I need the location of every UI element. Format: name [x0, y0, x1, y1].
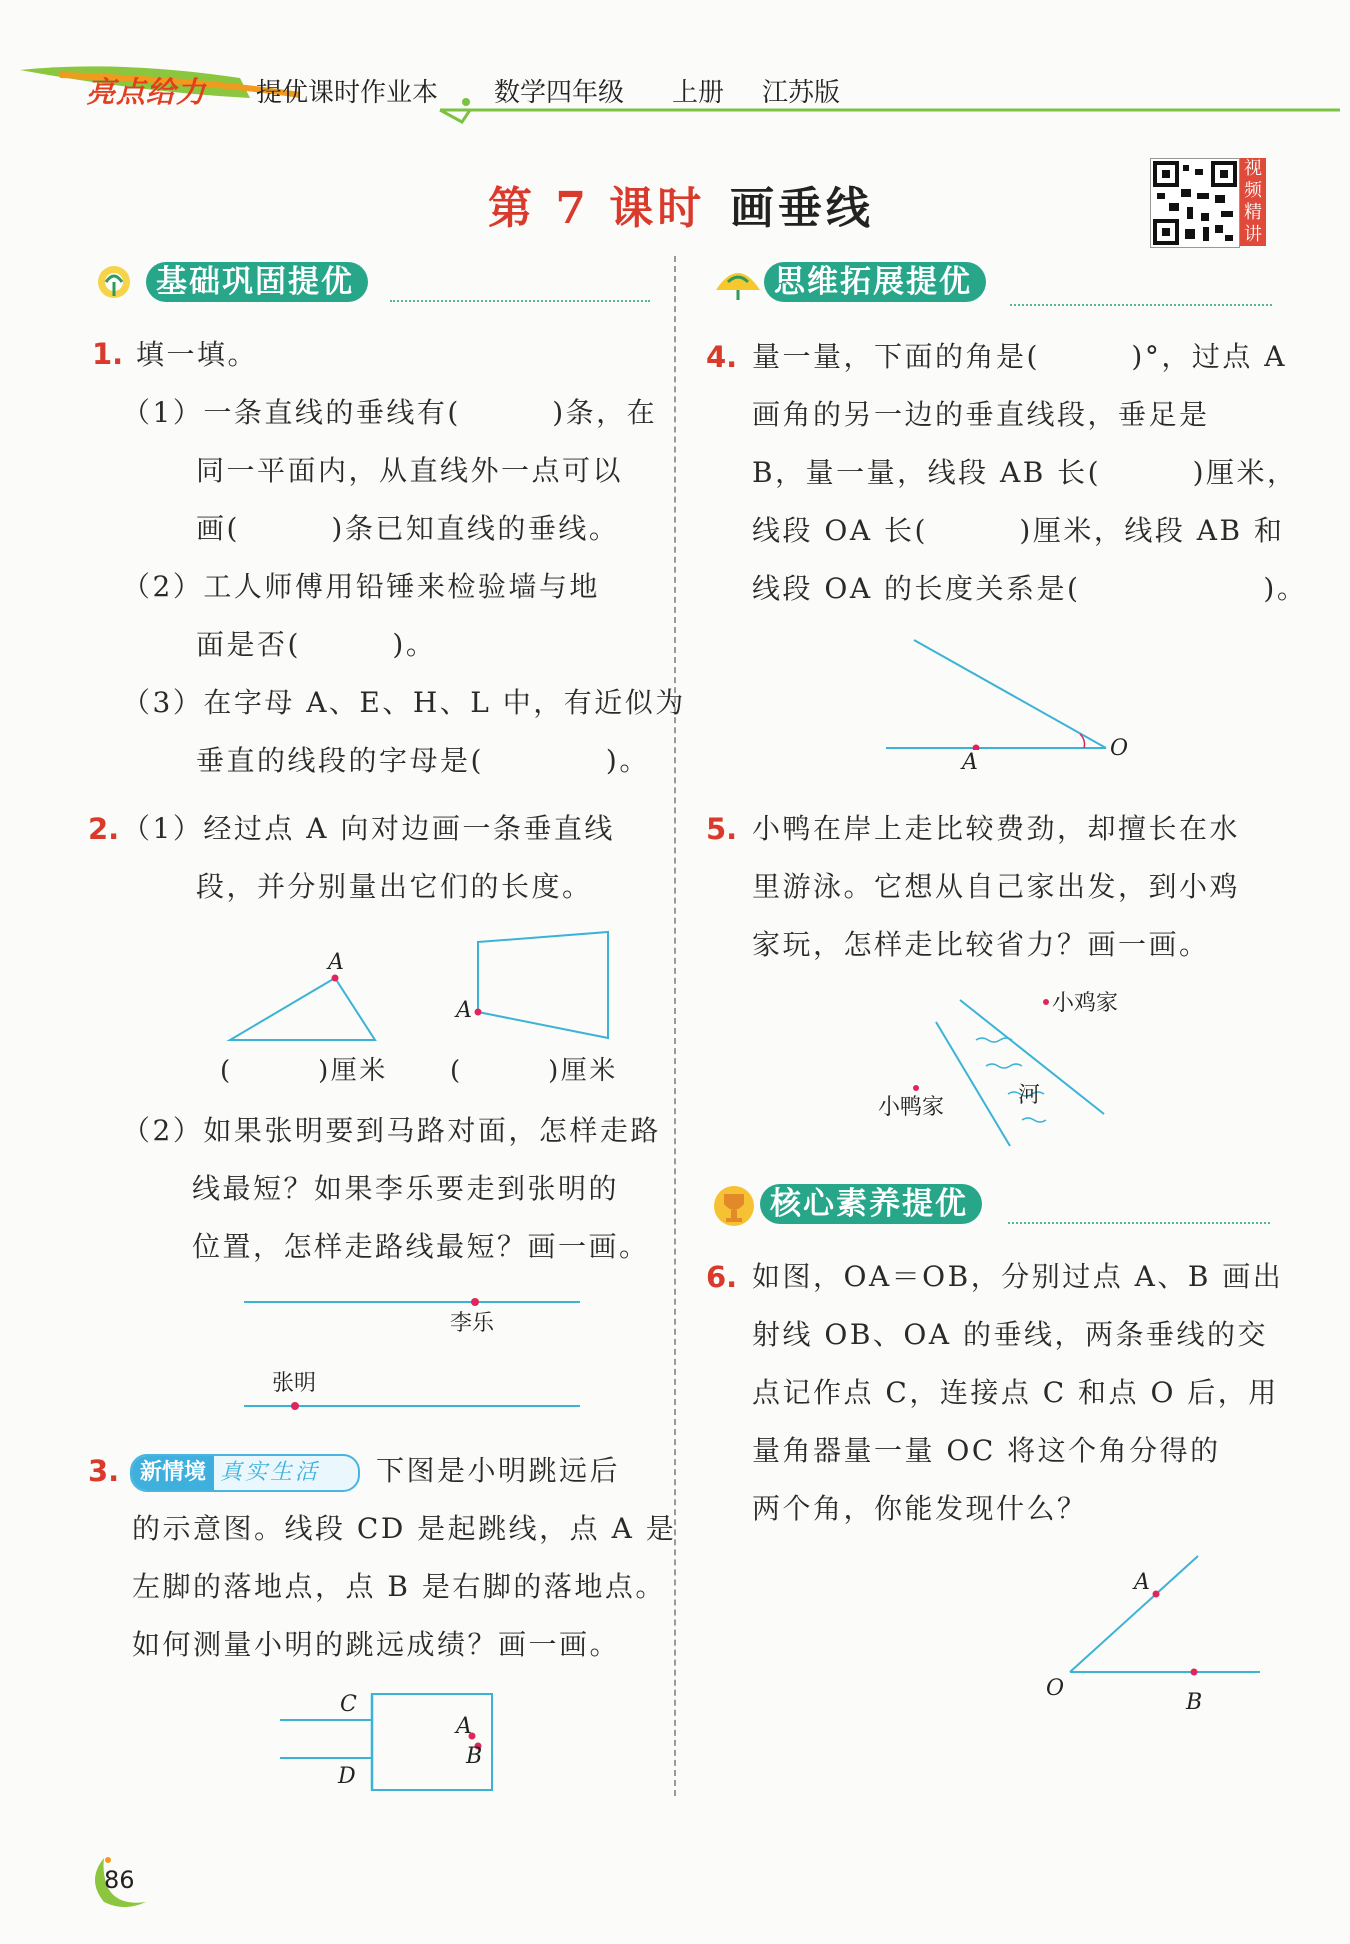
q5-line3: 家玩，怎样走比较省力？画一画。 — [752, 928, 1210, 961]
q1-title: 填一填。 — [136, 338, 259, 371]
qr-caption: 视频精讲 — [1240, 158, 1266, 246]
q6-line5: 两个角，你能发现什么？ — [752, 1492, 1088, 1525]
q6-line1: 如图，OA＝OB，分别过点 A、B 画出 — [752, 1260, 1284, 1293]
q1-line7: 垂直的线段的字母是( )。 — [196, 744, 650, 777]
q6-point-b-label: B — [1186, 1690, 1203, 1715]
q2-line4: 线最短？如果李乐要走到张明的 — [192, 1172, 620, 1205]
lesson-topic: 画垂线 — [730, 183, 874, 234]
q1-line5: 面是否( )。 — [196, 628, 437, 661]
point-d-label: D — [338, 1764, 356, 1789]
section-basic-divider — [390, 300, 650, 302]
lesson-number: 第 7 课时 — [488, 183, 706, 234]
q2-line1: （1）经过点 A 向对边画一条垂直线 — [122, 812, 615, 845]
q2-line5: 位置，怎样走路线最短？画一画。 — [192, 1230, 650, 1263]
section-core-header: 核心素养提优 — [760, 1184, 982, 1224]
person-zhangming-label: 张明 — [272, 1371, 317, 1396]
edition-label: 江苏版 — [762, 78, 841, 108]
triangle-point-a-label: A — [328, 950, 344, 975]
river-label: 河 — [1018, 1083, 1041, 1108]
sand-pit — [372, 1694, 492, 1790]
q3-tag-real: 真实生活 — [220, 1460, 321, 1485]
point-c-label: C — [340, 1692, 357, 1717]
q2-number: 2. — [88, 812, 120, 846]
subject-label: 数学四年级 — [494, 78, 625, 108]
q6-line2: 射线 OB、OA 的垂线，两条垂线的交 — [752, 1318, 1269, 1351]
q4-line5: 线段 OA 的长度关系是( )。 — [752, 572, 1308, 605]
q2-line2: 段，并分别量出它们的长度。 — [196, 870, 593, 903]
q3-number: 3. — [88, 1454, 120, 1488]
q4-point-a-label: A — [962, 750, 978, 775]
q1-line6: （3）在字母 A、E、H、L 中，有近似为 — [122, 686, 686, 719]
column-divider — [674, 256, 676, 1796]
page-number: 86 — [104, 1866, 135, 1894]
q1-number: 1. — [92, 337, 124, 371]
q5-line2: 里游泳。它想从自己家出发，到小鸡 — [752, 870, 1241, 903]
section-thinking-header: 思维拓展提优 — [764, 262, 986, 302]
thinking-sprout-icon — [712, 260, 764, 304]
q4-angle-figure — [880, 630, 1120, 750]
q6-point-a-label: A — [1134, 1570, 1150, 1595]
q3-line4: 如何测量小明的跳远成绩？画一画。 — [132, 1628, 621, 1661]
q1-line4: （2）工人师傅用铅锤来检验墙与地 — [122, 570, 600, 603]
q6-angle-figure — [1060, 1550, 1270, 1680]
q2-road-figure — [240, 1290, 590, 1420]
q6-point-o-label: O — [1046, 1676, 1065, 1701]
q2-triangle-cm-answer: ( )厘米 — [220, 1056, 388, 1086]
volume-label: 上册 — [672, 78, 725, 108]
section-basic-header: 基础巩固提优 — [146, 262, 368, 302]
point-b-label: B — [466, 1744, 483, 1769]
q2-line3: （2）如果张明要到马路对面，怎样走路 — [122, 1114, 661, 1147]
triangle-shape — [230, 978, 375, 1040]
point-a-label: A — [456, 1714, 472, 1739]
book-title: 提优课时作业本 — [256, 78, 439, 108]
ray-upper — [914, 640, 1106, 748]
q3-jump-figure — [280, 1686, 500, 1796]
q6-number: 6. — [706, 1260, 738, 1294]
q1-line2: 同一平面内，从直线外一点可以 — [196, 454, 624, 487]
q3-tag-new: 新情境 — [132, 1456, 214, 1490]
q4-line1: 量一量，下面的角是( )°，过点 A — [752, 340, 1287, 373]
qr-pattern-icon — [1151, 159, 1239, 247]
q5-number: 5. — [706, 812, 738, 846]
q6-line4: 量角器量一量 OC 将这个角分得的 — [752, 1434, 1221, 1467]
section-thinking-divider — [1010, 304, 1272, 306]
q1-line3: 画( )条已知直线的垂线。 — [196, 512, 620, 545]
chick-home-label: 小鸡家 — [1052, 991, 1119, 1016]
q3-line2: 的示意图。线段 CD 是起跳线，点 A 是 — [132, 1512, 677, 1545]
q3-context-tag — [130, 1454, 360, 1492]
brand-logo-text: 亮点给力 — [86, 75, 207, 109]
q5-line1: 小鸭在岸上走比较费劲，却擅长在水 — [752, 812, 1241, 845]
person-lile-label: 李乐 — [450, 1311, 495, 1336]
trapezoid-point-a-label: A — [456, 998, 472, 1023]
q2-trapezoid-cm-answer: ( )厘米 — [450, 1056, 618, 1086]
q1-line1: （1）一条直线的垂线有( )条，在 — [122, 396, 658, 429]
q3-line1: 下图是小明跳远后 — [376, 1454, 621, 1487]
q3-line3: 左脚的落地点，点 B 是右脚的落地点。 — [132, 1570, 666, 1603]
duck-home-label: 小鸭家 — [878, 1095, 945, 1120]
q4-point-o-label: O — [1110, 736, 1129, 761]
q4-line3: B，量一量，线段 AB 长( )厘米， — [752, 456, 1298, 489]
q4-line4: 线段 OA 长( )厘米，线段 AB 和 — [752, 514, 1285, 547]
q6-line3: 点记作点 C，连接点 C 和点 O 后，用 — [752, 1376, 1279, 1409]
qr-code[interactable] — [1150, 158, 1240, 248]
section-core-divider — [1008, 1222, 1270, 1224]
q4-line2: 画角的另一边的垂直线段，垂足是 — [752, 398, 1210, 431]
q4-number: 4. — [706, 340, 738, 374]
sprout-icon — [92, 256, 148, 304]
trapezoid-shape — [478, 932, 608, 1038]
trophy-icon — [706, 1180, 762, 1230]
